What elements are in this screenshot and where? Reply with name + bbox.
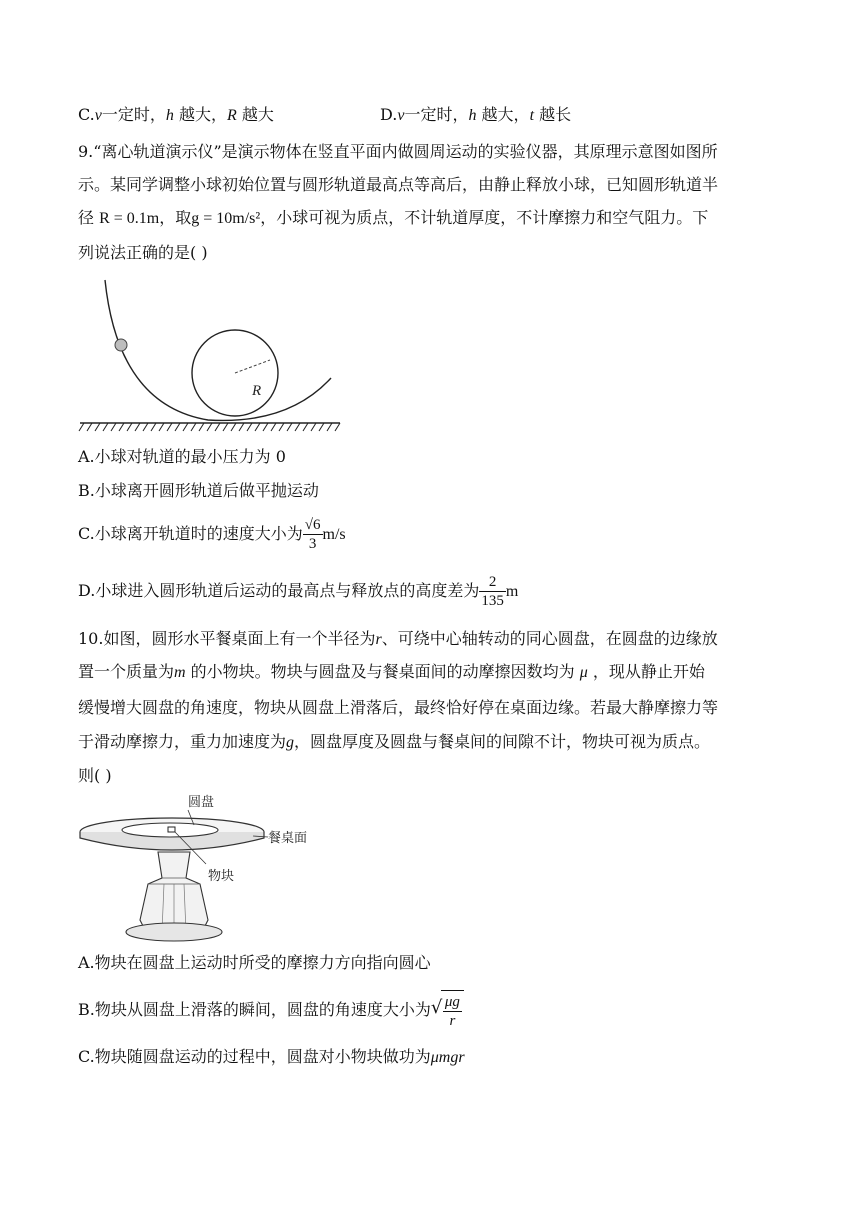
q8-option-d bbox=[380, 104, 571, 127]
q10-option-c: C.物块随圆盘运动的过程中，圆盘对小物块做功为μmgr bbox=[78, 1047, 465, 1066]
q10-option-b: B.物块从圆盘上滑落的瞬间，圆盘的角速度大小为 √ $\frac{\mu g}{r}$ bbox=[78, 990, 464, 1031]
radius-value: R = 0.1m bbox=[99, 210, 160, 227]
q10-stem-line2: 置一个质量为m 的小物块。物块与圆盘及与餐桌面间的动摩擦因数均为 μ ，现从静止开始 bbox=[78, 662, 705, 681]
radius-label: R bbox=[252, 383, 262, 399]
table-surface-label: 餐桌面 bbox=[268, 830, 308, 845]
text: 越大 bbox=[236, 105, 274, 124]
q10-option-a: A.物块在圆盘上运动时所受的摩擦力方向指向圆心 bbox=[78, 953, 431, 972]
q10-table-figure bbox=[78, 792, 328, 954]
fraction: $\frac{\mu g}{r}$ bbox=[444, 994, 460, 1029]
text: 越大， bbox=[476, 105, 530, 124]
option-prefix: C. bbox=[78, 105, 95, 124]
q9-loop-track-figure bbox=[78, 275, 348, 440]
q8-option-c bbox=[78, 104, 274, 127]
q10-stem-line4: 于滑动摩擦力，重力加速度为g，圆盘厚度及圆盘与餐桌间的间隙不计，物块可视为质点。 bbox=[78, 732, 711, 751]
radius-line bbox=[235, 360, 270, 373]
fraction: $\frac{√6}{3}$ bbox=[304, 517, 321, 552]
ball bbox=[115, 339, 127, 351]
text: 越长 bbox=[534, 105, 572, 124]
text: 一定时， bbox=[101, 105, 166, 124]
q9-option-a: A.小球对轨道的最小压力为 0 bbox=[78, 447, 286, 466]
q9-stem-line3: 径 R = 0.1m，取g = 10m/s²，小球可视为质点，不计轨道厚度，不计摩擦力和空气阻力。下 bbox=[78, 208, 709, 227]
q10-stem-line5: 则( ) bbox=[78, 766, 112, 785]
table-base bbox=[126, 923, 222, 941]
curved-track bbox=[105, 280, 331, 420]
q10-stem-line1: 10.如图，圆形水平餐桌面上有一个半径为r、可绕中心轴转动的同心圆盘，在圆盘的边缘放 bbox=[78, 629, 718, 648]
var-v: v bbox=[397, 107, 405, 124]
option-prefix: D. bbox=[380, 105, 398, 124]
q9-stem-line1: 9.“离心轨道演示仪”是演示物体在竖直平面内做圆周运动的实验仪器，其原理示意图如图所 bbox=[78, 142, 718, 161]
q9-option-d: D.小球进入圆形轨道后运动的最高点与释放点的高度差为 $\frac{2}{135}$ m bbox=[78, 574, 519, 609]
q9-option-b: B.小球离开圆形轨道后做平抛运动 bbox=[78, 481, 319, 500]
q10-stem-line3: 缓慢增大圆盘的角速度，物块从圆盘上滑落后，最终恰好停在桌面边缘。若最大静摩擦力等 bbox=[78, 698, 719, 717]
fraction: $\frac{2}{135}$ bbox=[481, 574, 504, 609]
ground-hatch bbox=[79, 423, 340, 431]
text: 越大， bbox=[173, 105, 227, 124]
square-root: √ $\frac{\mu g}{r}$ bbox=[431, 990, 464, 1031]
block bbox=[168, 827, 175, 832]
var-r: R bbox=[226, 107, 237, 124]
var-t: t bbox=[529, 107, 535, 124]
var-h: h bbox=[468, 107, 477, 124]
gravity-value: g = 10m/s² bbox=[191, 210, 261, 227]
disk-label: 圆盘 bbox=[188, 794, 215, 809]
q9-stem-line4: 列说法正确的是( ) bbox=[78, 243, 208, 262]
block-label: 物块 bbox=[208, 868, 235, 883]
q9-option-c: C.小球离开轨道时的速度大小为 $\frac{√6}{3}$ m/s bbox=[78, 517, 346, 552]
text: 一定时， bbox=[404, 105, 469, 124]
var-h: h bbox=[165, 107, 174, 124]
var-v: v bbox=[94, 107, 102, 124]
q9-stem-line2: 示。某同学调整小球初始位置与圆形轨道最高点等高后，由静止释放小球，已知圆形轨道半 bbox=[78, 175, 719, 194]
